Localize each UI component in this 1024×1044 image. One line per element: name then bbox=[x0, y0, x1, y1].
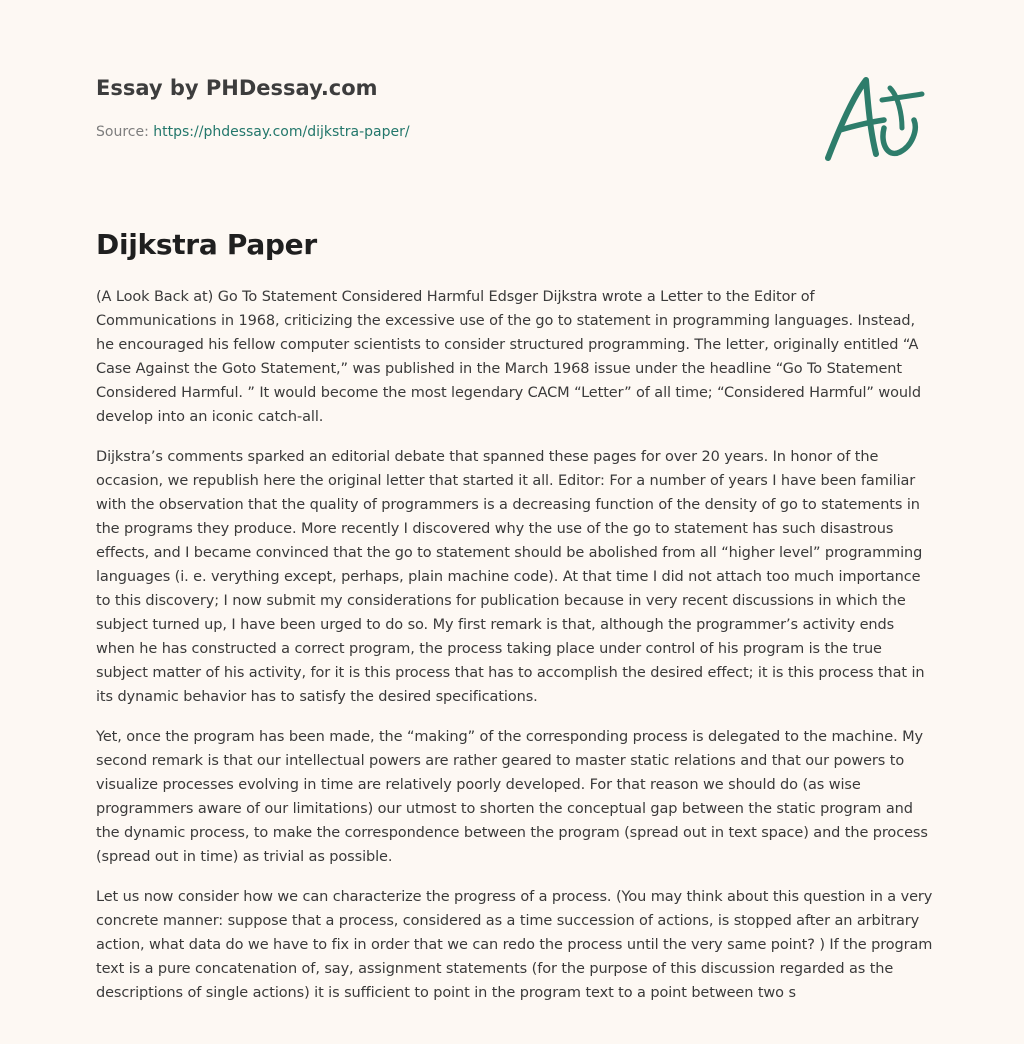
source-label: Source: bbox=[96, 124, 154, 140]
source-link[interactable]: https://phdessay.com/dijkstra-paper/ bbox=[153, 124, 410, 140]
article bbox=[96, 226, 936, 1021]
article-paragraph: Yet, once the program has been made, the “making” of the corresponding process is delegated to the machine. My second remark is that our intellectual powers are rather geared to master static relations and that our powers to visualize processes evolving in time are relatively poorly developed. For that reason we should do (as wise programmers aware of our limitations) our utmost to shorten the conceptual gap between the static program and the dynamic process, to make the correspondence between the program (spread out in text space) and the process (spread out in time) as trivial as possible. bbox=[96, 729, 928, 865]
article-paragraph: (A Look Back at) Go To Statement Considered Harmful Edsger Dijkstra wrote a Letter to the Editor of Communications in 1968, criticizing the excessive use of the go to statement in programming languages. Instead, he encouraged his fellow computer scientists to consider structured programming. The letter, originally entitled “A Case Against the Goto Statement,” was published in the March 1968 issue under the headline “Go To Statement Considered Harmful. ” It would become the most legendary CACM “Letter” of all time; “Considered Harmful” would develop into an iconic catch-all. bbox=[96, 289, 921, 425]
article-paragraph: Dijkstra’s comments sparked an editorial debate that spanned these pages for over 20 years. In honor of the occasion, we republish here the original letter that started it all. Editor: For a number of years I have been familiar with the observation that the quality of programmers is a decreasing function of the density of go to statements in the programs they produce. More recently I discovered why the use of the go to statement has such disastrous effects, and I became convinced that the go to statement should be abolished from all “higher level” programming languages (i. e. verything except, perhaps, plain machine code). At that time I did not attach too much importance to this discovery; I now submit my considerations for publication because in very recent discussions in which the subject turned up, I have been urged to do so. My first remark is that, although the programmer’s activity ends when he has constructed a correct program, the process taking place under control of his program is the true subject matter of his activity, for it is this process that has to accomplish the desired effect; it is this process that in its dynamic behavior has to satisfy the desired specifications. bbox=[96, 449, 925, 705]
header bbox=[96, 76, 936, 176]
a-plus-logo-icon bbox=[822, 70, 932, 166]
source-line bbox=[96, 124, 410, 140]
site-title: Essay by PHDessay.com bbox=[96, 76, 378, 100]
article-title: Dijkstra Paper bbox=[96, 228, 317, 261]
article-paragraph: Let us now consider how we can characterize the progress of a process. (You may think about this question in a very concrete manner: suppose that a process, considered as a time succession of actions, is stopped after an arbitrary action, what data do we have to fix in order that we can redo the process until the very same point? ) If the program text is a pure concatenation of, say, assignment statements (for the purpose of this discussion regarded as the descriptions of single actions) it is sufficient to point in the program text to a point between two s bbox=[96, 889, 933, 1001]
